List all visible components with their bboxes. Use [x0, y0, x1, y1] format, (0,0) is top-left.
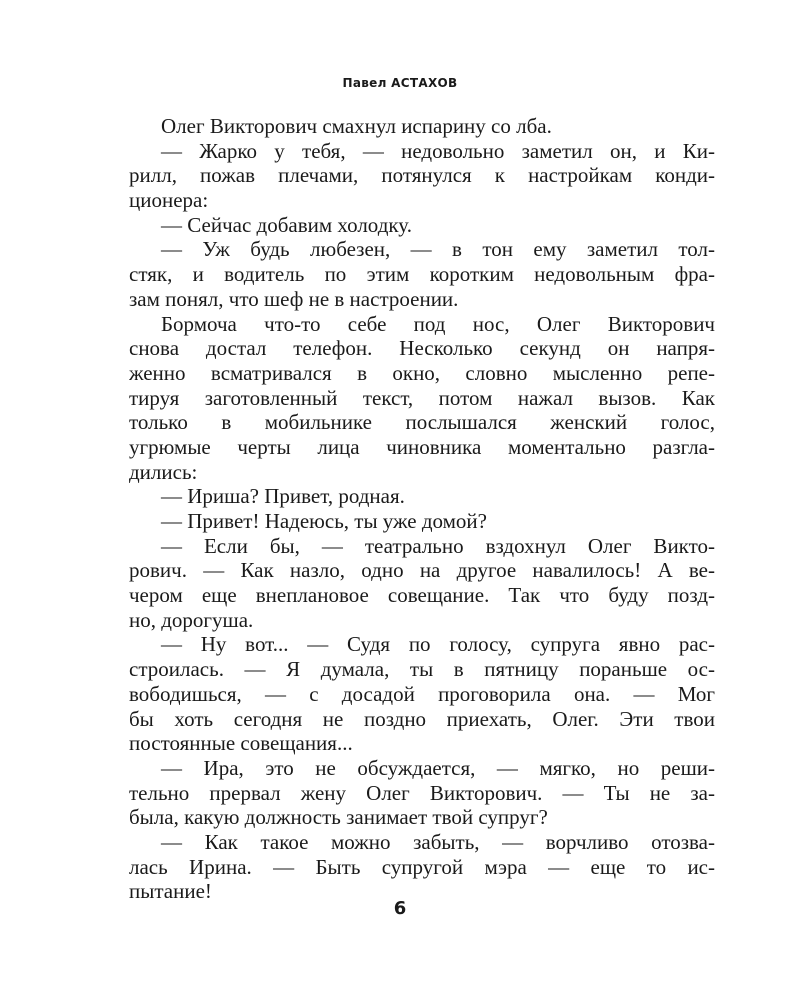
text-line: бы хоть сегодня не поздно приехать, Олег. Эти твои [129, 706, 715, 731]
text-line: — Ириша? Привет, родная. [161, 484, 405, 509]
page-number: 6 [393, 898, 407, 919]
text-line: угрюмые черты лица чиновника моментально разгла- [129, 434, 715, 459]
text-line: рилл, пожав плечами, потянулся к настройкам конди- [129, 163, 715, 188]
body-text [129, 114, 715, 904]
text-line: лась Ирина. — Быть супругой мэра — еще то ис- [129, 854, 715, 879]
text-line: женно всматривался в окно, словно мысленно репе- [129, 360, 715, 385]
text-line: ционера: [129, 188, 209, 213]
text-line: но, дорогуша. [129, 607, 254, 632]
text-line: — Как такое можно забыть, — ворчливо отозва- [161, 829, 715, 854]
running-head: Павел АСТАХОВ [342, 76, 458, 90]
text-line: тельно прервал жену Олег Викторович. — Ты не за- [129, 780, 715, 805]
text-line: тируя заготовленный текст, потом нажал вызов. Как [129, 385, 715, 410]
text-line: была, какую должность занимает твой супруг? [129, 805, 548, 830]
text-line: вободишься, — с досадой проговорила она. — Мог [129, 681, 715, 706]
text-line: постоянные совещания... [129, 731, 353, 756]
text-line: Олег Викторович смахнул испарину со лба. [161, 114, 552, 138]
text-line: только в мобильнике послышался женский голос, [129, 410, 715, 435]
text-line: Бормоча что-то себе под нос, Олег Викторович [161, 311, 715, 336]
text-line: — Жарко у тебя, — недовольно заметил он, и Ки- [161, 138, 715, 163]
text-line: — Ну вот... — Судя по голосу, супруга явно рас- [161, 632, 715, 657]
text-line: рович. — Как назло, одно на другое навалилось! А ве- [129, 558, 715, 583]
text-line: — Ира, это не обсуждается, — мягко, но реши- [161, 755, 715, 780]
text-line: зам понял, что шеф не в настроении. [129, 286, 459, 311]
text-line: стяк, и водитель по этим коротким недовольным фра- [129, 262, 715, 287]
text-line: чером еще внеплановое совещание. Так что буду позд- [129, 583, 715, 608]
text-line: — Сейчас добавим холодку. [161, 212, 412, 237]
text-line: дились: [129, 459, 198, 484]
text-line: — Уж будь любезен, — в тон ему заметил тол- [161, 237, 715, 262]
text-line: снова достал телефон. Несколько секунд он напря- [129, 336, 715, 361]
text-line: пытание! [129, 879, 212, 904]
text-line: строилась. — Я думала, ты в пятницу пораньше ос- [129, 657, 715, 682]
text-line: — Если бы, — театрально вздохнул Олег Викто- [161, 533, 715, 558]
text-line: — Привет! Надеюсь, ты уже домой? [161, 509, 487, 533]
